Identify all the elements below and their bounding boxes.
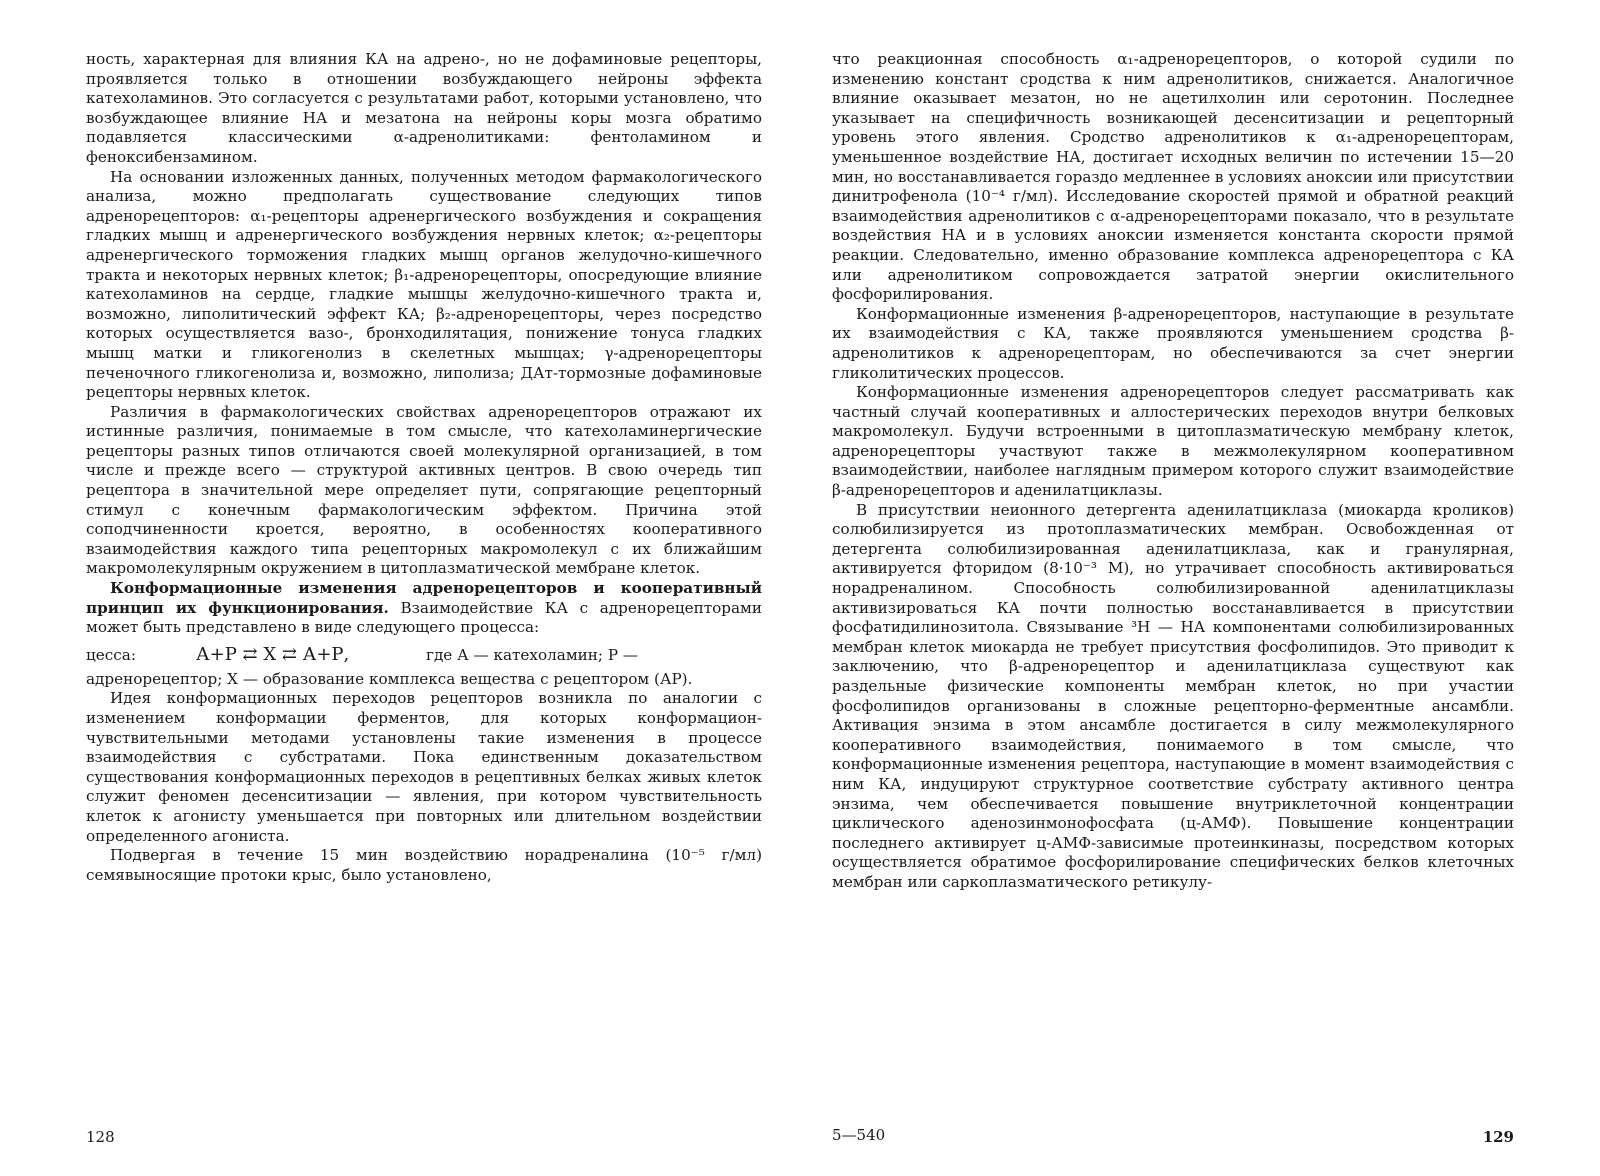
paragraph: В присутствии неионного детергента аденилатциклаза (миокарда кроликов) солюбилизируется из протоплазматических мембран. Освобожденная от детергента солюбилизированная аденилатциклаза, как и гранулярная, активируется фторидом (8·10⁻³ М), но утрачивает способность активироваться норадреналином. Способность солюбилизированной аденилатциклазы активизироваться КА почти полностью восстанавливается в присутствии фосфатидилинозитола. Связывание ³Н — НА компонентами солюбилизированных мембран клеток миокарда не требует присутствия фосфолипидов. Это приводит к заключению, что β-адренорецептор и аденилатциклаза существуют как раздельные физические компоненты мембран клеток, но при участии фосфолипидов организованы в сложные рецепторно-ферментные ансамбли. Активация энзима в этом ансамбле достигается в силу межмолекулярного кооперативного взаимодействия, понимаемого в том смысле, что конформационные изменения рецептора, наступающие в момент взаимодействия с ним КА, индуцируют структурное соответствие субстрату активного центра энзима, чем обеспечивается повышение внутриклеточной концентрации циклического аденозинмонофосфата (ц-АМФ). Повышение концентрации последнего активирует ц-АМФ-зависимые протеинкиназы, посредством которых осуществляется обратимое фосфорилирование специфических белков клеточных мембран или саркоплазматического ретикулу- [832, 500, 1514, 891]
section-text: Взаимодействие КА с адренорецепторами может быть представлено в виде следующего процесса: [86, 598, 762, 637]
paragraph: На основании изложенных данных, полученных методом фармакологического анализа, можно предполагать существование следующих типов адренорецепторов: α₁-рецепторы адренергического возбуждения и сокращения гладких мышц и адренергического возбуждения нервных клеток; α₂-рецепторы адренергического торможения гладких мышц органов желудочно-кишечного тракта и некоторых нервных клеток; β₁-адренорецепторы, опосредующие влияние катехоламинов на сердце, гладкие мышцы желудочно-кишечного тракта и, возможно, липолитический эффект КА; β₂-адренорецепторы, через посредство которых осуществляется вазо-, бронходилятация, понижение тонуса гладких мышц матки и гликогенолиз в скелетных мышцах; γ-адренорецепторы печеночного гликогенолиза и, возможно, липолиза; ДАт-тормозные дофаминовые рецепторы нервных клеток. [86, 167, 762, 402]
reaction-formula [86, 644, 762, 666]
section-paragraph [86, 579, 762, 638]
formula-definition: где А — катехоламин; Р — [426, 645, 639, 664]
paragraph: Подвергая в течение 15 мин воздействию норадреналина (10⁻⁵ г/мл) семявыносящие протоки крыс, было установлено, [86, 846, 762, 884]
page-number: 129 [1482, 1128, 1514, 1146]
left-page-text [86, 50, 762, 885]
left-page [86, 50, 762, 1160]
formula-equation: А+Р ⇄ Х ⇄ А+Р, [196, 643, 350, 665]
right-page-text [832, 50, 1514, 893]
formula-label: цесса: [86, 645, 136, 664]
paragraph: ность, характерная для влияния КА на адрено-, но не дофаминовые рецепторы, проявляется только в отношении возбуждающего нейроны эффекта катехоламинов. Это согласуется с результатами работ, которыми установлено, что возбуждающее влияние НА и мезатона на нейроны коры мозга обратимо подавляется классическими α-адренолитиками: фентоламином и феноксибензамином. [86, 50, 762, 166]
paragraph: Конформационные изменения β-адренорецепторов, наступающие в результате их взаимодействия с КА, также проявляются уменьшением сродства β-адренолитиков к адренорецепторам, но обеспечиваются за счет энергии гликолитических процессов. [832, 304, 1514, 382]
signature-mark: 5—540 [832, 1126, 886, 1144]
right-page [832, 50, 1514, 1160]
paragraph: Конформационные изменения адренорецепторов следует рассматривать как частный случай кооперативных и аллостерических переходов внутри белковых макромолекул. Будучи встроенными в цитоплазматическую мембрану клеток, адренорецепторы участвуют также в межмолекулярном кооперативном взаимодействии, наиболее наглядным примером которого служит взаимодействие β-адренорецепторов и аденилатциклазы. [832, 383, 1514, 500]
paragraph: Различия в фармакологических свойствах адренорецепторов отражают их истинные различия, понимаемые в том смысле, что катехоламинергические рецепторы разных типов отличаются своей молекулярной организацией, в том числе и прежде всего — структурой активных центров. В свою очередь тип рецептора в значительной мере определяет пути, сопрягающие рецепторный стимул с конечным фармакологическим эффектом. Причина этой соподчиненности кроется, вероятно, в особенностях кооперативного взаимодействия каждого типа рецепторных макромолекул с их ближайшим макромолекулярным окружением в цитоплазматической мембране клеток. [86, 402, 762, 578]
page-number: 128 [86, 1128, 115, 1146]
paragraph: Идея конформационных переходов рецепторов возникла по аналогии с изменением конформации ферментов, для которых конформацион-чувствительными методами установлены такие изменения в процессе взаимодействия с субстратами. Пока единственным доказательством существования конформационных переходов в рецептивных белках живых клеток служит феномен десенситизации — явления, при котором чувствительность клеток к агонисту уменьшается при повторных или длительном воздействии определенного агониста. [86, 689, 762, 845]
formula-continuation: адренорецептор; Х — образование комплекса вещества с рецептором (АР). [86, 669, 693, 688]
section-heading: Конформационные изменения адренорецепторов и кооперативный принцип их функционирования. [86, 579, 762, 617]
paragraph: что реакционная способность α₁-адренорецепторов, о которой судили по изменению констант сродства к ним адренолитиков, снижается. Аналогичное влияние оказывает мезатон, но не ацетилхолин или серотонин. Последнее указывает на специфичность возникающей десенситизации и рецепторный уровень этого явления. Сродство адренолитиков к α₁-адренорецепторам, уменьшенное воздействие НА, достигает исходных величин по истечении 15—20 мин, но восстанавливается гораздо медленнее в условиях аноксии или присутствии динитрофенола (10⁻⁴ г/мл). Исследование скоростей прямой и обратной реакций взаимодействия адренолитиков с α-адренорецепторами показало, что в результате воздействия НА и в условиях аноксии изменяется константа скорости прямой реакции. Следовательно, именно образование комплекса адренорецептора с КА или адренолитиком сопровождается затратой энергии окислительного фосфорилирования. [832, 50, 1514, 304]
